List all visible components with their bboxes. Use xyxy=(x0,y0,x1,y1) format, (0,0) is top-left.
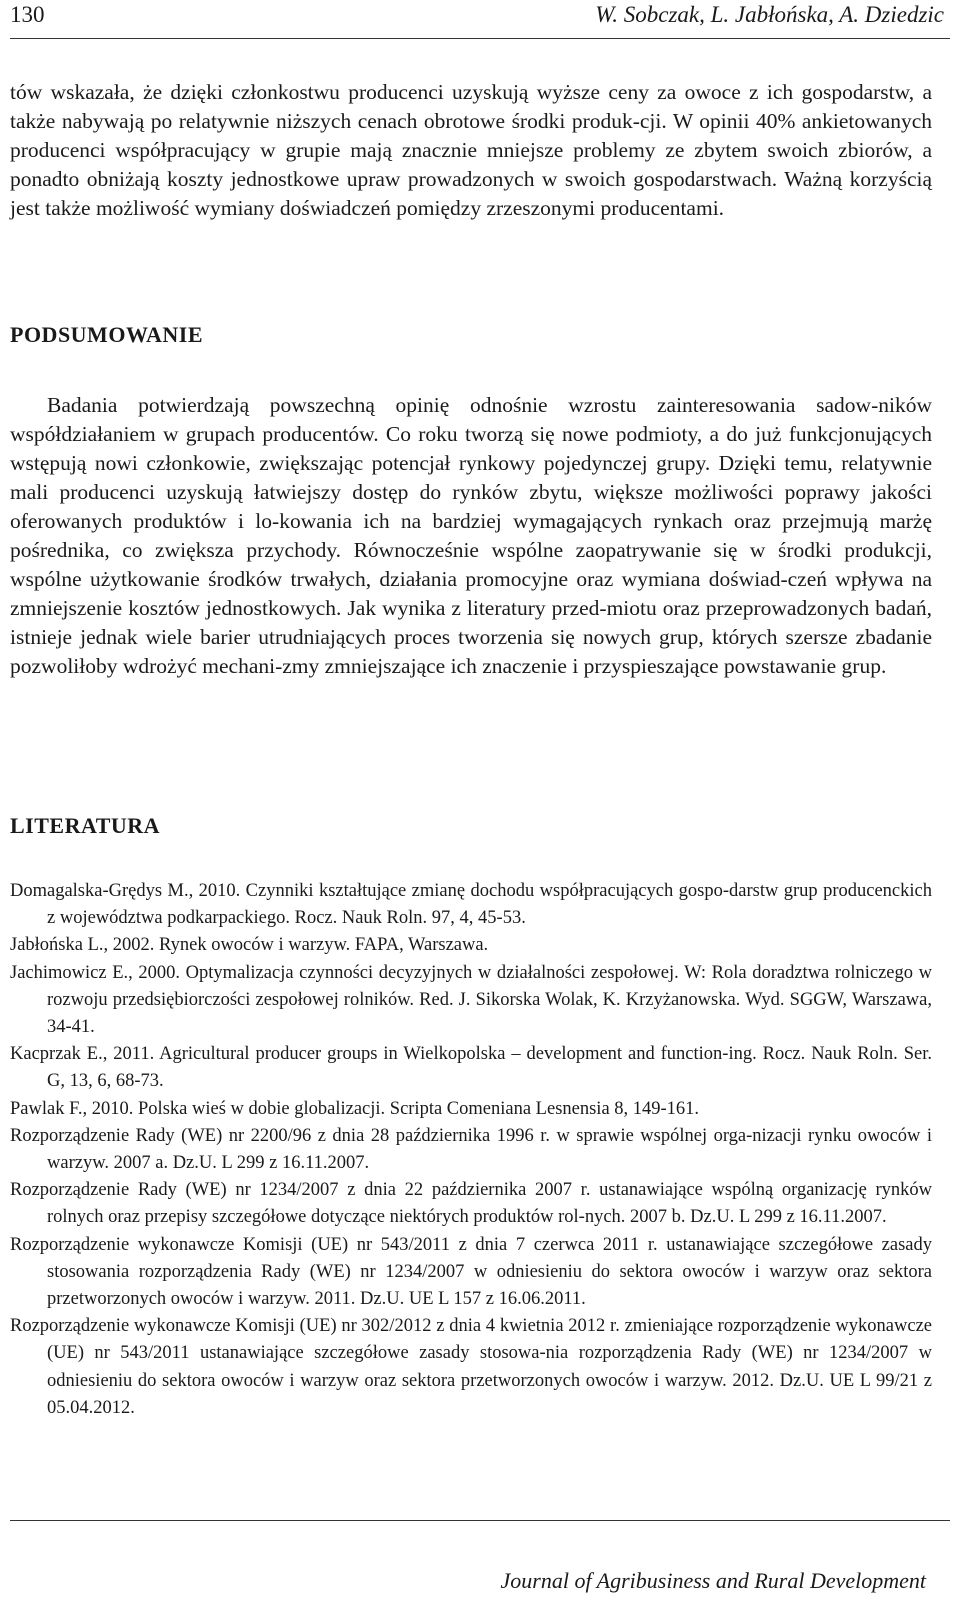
reference-item: Rozporządzenie Rady (WE) nr 2200/96 z dnia 28 października 1996 r. w sprawie wspólnej orga-nizacji rynku owoców i warzyw. 2007 a. Dz.U. L 299 z 16.11.2007. xyxy=(10,1125,932,1174)
page-number: 130 xyxy=(10,2,45,27)
reference-item: Pawlak F., 2010. Polska wieś w dobie globalizacji. Scripta Comeniana Lesnensia 8, 149-161. xyxy=(10,1098,700,1119)
reference-item: Rozporządzenie wykonawcze Komisji (UE) nr 302/2012 z dnia 4 kwietnia 2012 r. zmieniające rozporządzenie wykonawcze (UE) nr 543/2011 ustanawiające szczegółowe zasady stosowa-nia rozporządzenia Rady (WE) nr 1234/2007 w odniesieniu do sektora owoców i warzyw oraz sektora przetworzonych owoców i warzyw. 2012. Dz.U. UE L 99/21 z 05.04.2012. xyxy=(10,1316,932,1418)
running-header xyxy=(10,2,950,39)
header-authors: W. Sobczak, L. Jabłońska, A. Dziedzic xyxy=(595,2,944,27)
footer-divider xyxy=(10,1520,950,1521)
literature-heading: LITERATURA xyxy=(10,813,161,838)
intro-paragraph: tów wskazała, że dzięki członkostwu producenci uzyskują wyższe ceny za owoce z ich gospodarstw, a także nabywają po relatywnie niższych cenach obrotowe środki produk-cji. W opinii 40% ankietowanych producenci współpracujący w grupie mają znacznie mniejsze problemy ze zbytem swoich zbiorów, a ponadto obniżają koszty jednostkowe upraw prowadzonych w swoich gospodarstwach. Ważną korzyścią jest także możliwość wymiany doświadczeń pomiędzy zrzeszonymi producentami. xyxy=(10,80,932,220)
reference-list xyxy=(10,878,932,1422)
reference-item: Rozporządzenie wykonawcze Komisji (UE) nr 543/2011 z dnia 7 czerwca 2011 r. ustanawiające szczegółowe zasady stosowania rozporządzenia Rady (WE) nr 1234/2007 w odniesieniu do sektora owoców i warzyw oraz sektora przetworzonych owoców i warzyw. 2011. Dz.U. UE L 157 z 16.06.2011. xyxy=(10,1234,932,1310)
reference-item: Rozporządzenie Rady (WE) nr 1234/2007 z dnia 22 października 2007 r. ustanawiające wspólną organizację rynków rolnych oraz przepisy szczegółowe dotyczące niektórych produktów rol-nych. 2007 b. Dz.U. L 299 z 16.11.2007. xyxy=(10,1180,932,1228)
reference-item: Domagalska-Grędys M., 2010. Czynniki kształtujące zmianę dochodu współpracujących gospo-darstw grup producenckich z województwa podkarpackiego. Rocz. Nauk Roln. 97, 4, 45-53. xyxy=(10,881,932,929)
summary-paragraph: Badania potwierdzają powszechną opinię odnośnie wzrostu zainteresowania sadow-ników współdziałaniem w grupach producentów. Co roku tworzą się nowe podmioty, a do już funkcjonujących wstępują nowi członkowie, zwiększając potencjał rynkowy pojedynczej grupy. Dzięki temu, relatywnie mali producenci uzyskują łatwiejszy dostęp do rynków zbytu, większe możliwości poprawy jakości oferowanych produktów i lo-kowania ich na bardziej wymagających rynkach oraz przejmują marżę pośrednika, co zwiększa przychody. Równocześnie wspólne zaopatrywanie się w środki produkcji, wspólne użytkowanie środków trwałych, działania promocyjne oraz wymiana doświad-czeń wpływa na zmniejszenie kosztów jednostkowych. Jak wynika z literatury przed-miotu oraz przeprowadzonych badań, istnieje jednak wiele barier utrudniających proces tworzenia się nowych grup, których szersze zbadanie pozwoliłoby wdrożyć mechani-zmy zmniejszające ich znaczenie i przyspieszające powstawanie grup. xyxy=(10,393,932,678)
reference-item: Kacprzak E., 2011. Agricultural producer groups in Wielkopolska – development and function-ing. Rocz. Nauk Roln. Ser. G, 13, 6, 68-73. xyxy=(10,1044,932,1092)
reference-item: Jachimowicz E., 2000. Optymalizacja czynności decyzyjnych w działalności zespołowej. W: Rola doradztwa rolniczego w rozwoju przedsiębiorczości zespołowej rolników. Red. J. Sikorska Wolak, K. Krzyżanowska. Wyd. SGGW, Warszawa, 34-41. xyxy=(10,962,932,1038)
footer-journal-title: Journal of Agribusiness and Rural Development xyxy=(500,1568,926,1593)
summary-heading: PODSUMOWANIE xyxy=(10,322,204,347)
reference-item: Jabłońska L., 2002. Rynek owoców i warzyw. FAPA, Warszawa. xyxy=(10,935,489,956)
